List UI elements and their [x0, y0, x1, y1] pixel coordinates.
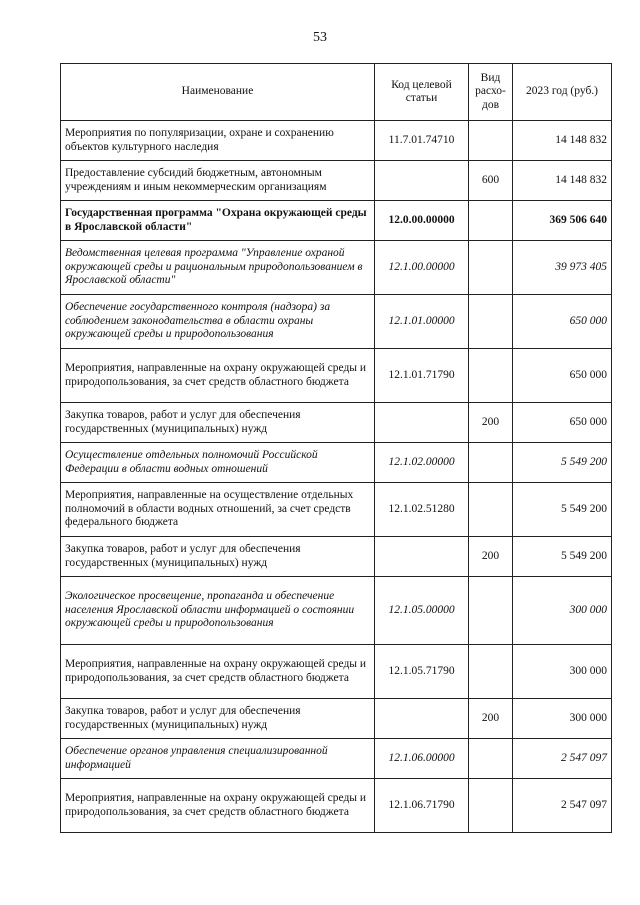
cell-kind [469, 739, 513, 779]
cell-name: Мероприятия, направленные на охрану окружающей среды и природопользования, за счет средств областного бюджета [61, 645, 375, 699]
table-row [61, 577, 612, 645]
cell-kind [469, 201, 513, 241]
header-kind: Вид расхо-дов [469, 64, 513, 121]
cell-code: 12.0.00.00000 [375, 201, 469, 241]
cell-name: Ведомственная целевая программа "Управление охраной окружающей среды и рациональным природопользованием в Ярославской области" [61, 241, 375, 295]
cell-code: 12.1.02.51280 [375, 483, 469, 537]
table-row [61, 241, 612, 295]
cell-amount: 650 000 [513, 295, 612, 349]
budget-table [60, 63, 612, 833]
table-row [61, 537, 612, 577]
cell-amount: 369 506 640 [513, 201, 612, 241]
cell-name: Экологическое просвещение, пропаганда и обеспечение населения Ярославской области информацией о состоянии окружающей среды и природопользования [61, 577, 375, 645]
cell-name: Мероприятия, направленные на охрану окружающей среды и природопользования, за счет средств областного бюджета [61, 349, 375, 403]
cell-kind [469, 443, 513, 483]
cell-name: Обеспечение органов управления специализированной информацией [61, 739, 375, 779]
cell-amount: 300 000 [513, 699, 612, 739]
cell-name: Закупка товаров, работ и услуг для обеспечения государственных (муниципальных) нужд [61, 403, 375, 443]
table-body [61, 121, 612, 833]
table-row [61, 403, 612, 443]
cell-code: 12.1.06.71790 [375, 779, 469, 833]
cell-code: 12.1.00.00000 [375, 241, 469, 295]
cell-kind [469, 577, 513, 645]
table-row [61, 295, 612, 349]
cell-name: Мероприятия, направленные на охрану окружающей среды и природопользования, за счет средств областного бюджета [61, 779, 375, 833]
cell-code: 12.1.05.71790 [375, 645, 469, 699]
cell-amount: 5 549 200 [513, 443, 612, 483]
cell-amount: 650 000 [513, 349, 612, 403]
cell-code: 11.7.01.74710 [375, 121, 469, 161]
cell-code: 12.1.06.00000 [375, 739, 469, 779]
table-row [61, 645, 612, 699]
page-number: 53 [313, 30, 327, 45]
cell-code [375, 403, 469, 443]
cell-amount: 300 000 [513, 577, 612, 645]
cell-kind: 200 [469, 699, 513, 739]
cell-kind: 600 [469, 161, 513, 201]
table-row [61, 699, 612, 739]
header-amount: 2023 год (руб.) [513, 64, 612, 121]
cell-kind [469, 483, 513, 537]
cell-kind [469, 121, 513, 161]
table-row [61, 201, 612, 241]
header-code: Код целевой статьи [375, 64, 469, 121]
cell-amount: 5 549 200 [513, 537, 612, 577]
cell-kind [469, 349, 513, 403]
cell-amount: 2 547 097 [513, 779, 612, 833]
cell-name: Государственная программа "Охрана окружающей среды в Ярославской области" [61, 201, 375, 241]
table-row [61, 349, 612, 403]
cell-name: Закупка товаров, работ и услуг для обеспечения государственных (муниципальных) нужд [61, 537, 375, 577]
cell-code: 12.1.01.00000 [375, 295, 469, 349]
table-row [61, 739, 612, 779]
cell-name: Мероприятия, направленные на осуществление отдельных полномочий в области водных отношений, за счет средств федерального бюджета [61, 483, 375, 537]
table-row [61, 779, 612, 833]
cell-code [375, 161, 469, 201]
cell-code: 12.1.05.00000 [375, 577, 469, 645]
cell-amount: 14 148 832 [513, 161, 612, 201]
table-row [61, 443, 612, 483]
cell-amount: 650 000 [513, 403, 612, 443]
cell-name: Мероприятия по популяризации, охране и сохранению объектов культурного наследия [61, 121, 375, 161]
cell-kind [469, 779, 513, 833]
table-row [61, 121, 612, 161]
cell-kind [469, 295, 513, 349]
cell-kind [469, 241, 513, 295]
cell-amount: 2 547 097 [513, 739, 612, 779]
cell-kind: 200 [469, 403, 513, 443]
cell-name: Осуществление отдельных полномочий Российской Федерации в области водных отношений [61, 443, 375, 483]
cell-name: Закупка товаров, работ и услуг для обеспечения государственных (муниципальных) нужд [61, 699, 375, 739]
cell-code [375, 699, 469, 739]
cell-kind [469, 645, 513, 699]
cell-code: 12.1.02.00000 [375, 443, 469, 483]
cell-amount: 5 549 200 [513, 483, 612, 537]
table-row [61, 161, 612, 201]
cell-name: Предоставление субсидий бюджетным, автономным учреждениям и иным некоммерческим организациям [61, 161, 375, 201]
table-row [61, 483, 612, 537]
cell-code [375, 537, 469, 577]
cell-amount: 300 000 [513, 645, 612, 699]
cell-amount: 39 973 405 [513, 241, 612, 295]
table-header-row [61, 64, 612, 121]
cell-name: Обеспечение государственного контроля (надзора) за соблюдением законодательства в области охраны окружающей среды и природопользования [61, 295, 375, 349]
cell-code: 12.1.01.71790 [375, 349, 469, 403]
header-name: Наименование [61, 64, 375, 121]
cell-amount: 14 148 832 [513, 121, 612, 161]
cell-kind: 200 [469, 537, 513, 577]
